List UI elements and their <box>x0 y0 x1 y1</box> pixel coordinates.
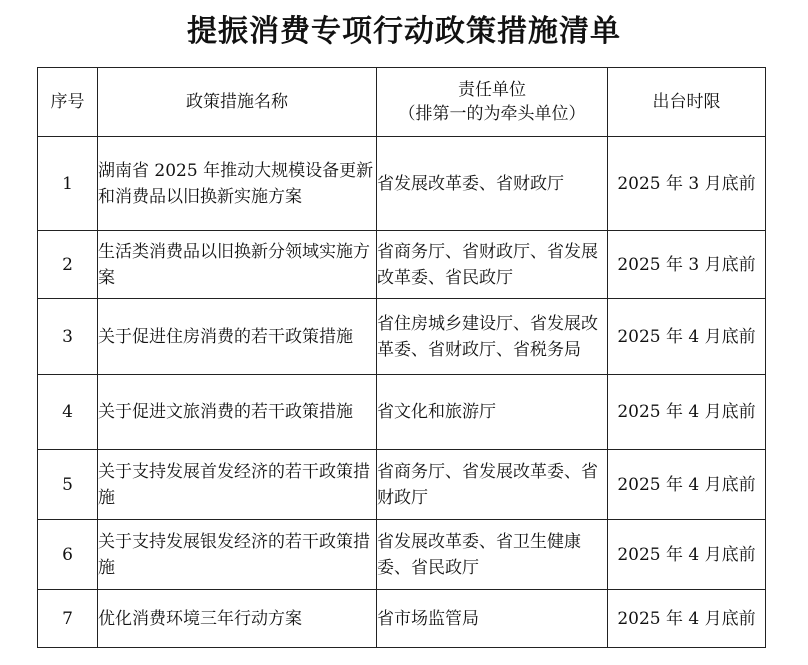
table-row <box>38 450 766 520</box>
table-row <box>38 520 766 590</box>
row-seq: 5 <box>38 450 98 520</box>
row-responsible-unit: 省发展改革委、省财政厅 <box>377 137 608 231</box>
row-policy-name: 关于支持发展银发经济的若干政策措施 <box>98 520 377 590</box>
row-deadline: 2025 年 3 月底前 <box>608 137 766 231</box>
header-deadline: 出台时限 <box>608 68 766 137</box>
table-row <box>38 231 766 299</box>
table-row <box>38 590 766 648</box>
header-unit-line1: 责任单位 <box>458 80 526 100</box>
row-policy-name: 关于促进文旅消费的若干政策措施 <box>98 375 377 450</box>
row-seq: 3 <box>38 299 98 375</box>
table-row <box>38 299 766 375</box>
row-responsible-unit: 省发展改革委、省卫生健康委、省民政厅 <box>377 520 608 590</box>
row-policy-name: 生活类消费品以旧换新分领域实施方案 <box>98 231 377 299</box>
row-seq: 4 <box>38 375 98 450</box>
table-row <box>38 137 766 231</box>
page-title: 提振消费专项行动政策措施清单 <box>187 14 621 49</box>
row-responsible-unit: 省商务厅、省发展改革委、省财政厅 <box>377 450 608 520</box>
row-policy-name: 湖南省 2025 年推动大规模设备更新和消费品以旧换新实施方案 <box>98 137 377 231</box>
row-policy-name: 优化消费环境三年行动方案 <box>98 590 377 648</box>
row-deadline: 2025 年 4 月底前 <box>608 520 766 590</box>
row-seq: 1 <box>38 137 98 231</box>
header-seq: 序号 <box>38 68 98 137</box>
row-seq: 2 <box>38 231 98 299</box>
row-deadline: 2025 年 4 月底前 <box>608 450 766 520</box>
row-responsible-unit: 省住房城乡建设厅、省发展改革委、省财政厅、省税务局 <box>377 299 608 375</box>
header-unit <box>377 68 608 137</box>
row-deadline: 2025 年 4 月底前 <box>608 375 766 450</box>
row-policy-name: 关于促进住房消费的若干政策措施 <box>98 299 377 375</box>
row-seq: 7 <box>38 590 98 648</box>
policy-table <box>37 67 766 648</box>
row-deadline: 2025 年 4 月底前 <box>608 590 766 648</box>
row-deadline: 2025 年 3 月底前 <box>608 231 766 299</box>
table-row <box>38 375 766 450</box>
table-header-row <box>38 68 766 137</box>
header-unit-line2: （排第一的为牵头单位） <box>398 104 586 124</box>
row-seq: 6 <box>38 520 98 590</box>
row-responsible-unit: 省市场监管局 <box>377 590 608 648</box>
row-policy-name: 关于支持发展首发经济的若干政策措施 <box>98 450 377 520</box>
row-deadline: 2025 年 4 月底前 <box>608 299 766 375</box>
row-responsible-unit: 省商务厅、省财政厅、省发展改革委、省民政厅 <box>377 231 608 299</box>
header-name: 政策措施名称 <box>98 68 377 137</box>
row-responsible-unit: 省文化和旅游厅 <box>377 375 608 450</box>
